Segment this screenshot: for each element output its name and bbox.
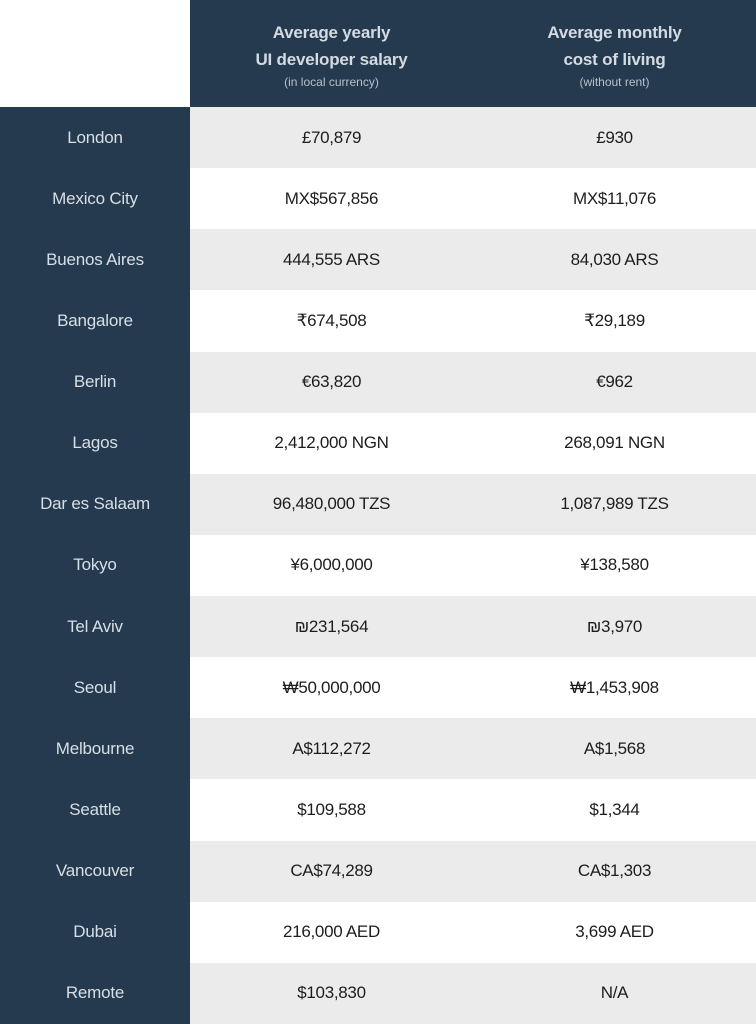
cost-cell: A$1,568	[583, 738, 646, 758]
table-row	[0, 229, 756, 290]
table-row	[0, 168, 756, 229]
table-row	[0, 841, 756, 902]
values	[190, 841, 756, 902]
city-cell: Berlin	[0, 352, 190, 413]
salary-cell: MX$567,856	[284, 188, 379, 208]
table-row	[0, 596, 756, 657]
salary-cell: CA$74,289	[290, 861, 373, 881]
values	[190, 657, 756, 718]
table-row	[0, 290, 756, 351]
city-cell: Seoul	[0, 657, 190, 718]
values	[190, 596, 756, 657]
table-row	[0, 718, 756, 779]
values	[190, 779, 756, 840]
cost-cell: 268,091 NGN	[564, 433, 665, 453]
table-row	[0, 657, 756, 718]
values	[190, 413, 756, 474]
values	[190, 107, 756, 168]
salary-cell: $103,830	[297, 983, 366, 1003]
table-row	[0, 779, 756, 840]
city-cell: Lagos	[0, 413, 190, 474]
salary-cell: ₩50,000,000	[282, 677, 381, 697]
values	[190, 963, 756, 1024]
cost-column-header	[473, 0, 756, 107]
salary-header-line1: Average yearly	[272, 23, 391, 42]
city-cell: Melbourne	[0, 718, 190, 779]
values	[190, 718, 756, 779]
cost-cell: ₹29,189	[584, 310, 645, 330]
city-cell: London	[0, 107, 190, 168]
cost-cell: MX$11,076	[573, 188, 656, 208]
table-row	[0, 535, 756, 596]
salary-cell: 2,412,000 NGN	[274, 433, 389, 453]
values	[190, 352, 756, 413]
values	[190, 290, 756, 351]
table-row	[0, 963, 756, 1024]
city-cell: Dar es Salaam	[0, 474, 190, 535]
city-cell: Tel Aviv	[0, 596, 190, 657]
cost-cell: 84,030 ARS	[570, 249, 659, 269]
table-row	[0, 107, 756, 168]
cost-cell: £930	[596, 127, 633, 147]
table-body	[0, 107, 756, 1024]
cost-cell: 1,087,989 TZS	[560, 494, 669, 514]
city-cell: Vancouver	[0, 841, 190, 902]
city-cell: Bangalore	[0, 290, 190, 351]
cost-header-line2: cost of living	[563, 50, 666, 69]
values	[190, 229, 756, 290]
cost-cell: 3,699 AED	[575, 922, 654, 942]
cost-cell: ₪3,970	[586, 616, 643, 636]
table-row	[0, 413, 756, 474]
cost-cell: €962	[596, 372, 633, 392]
salary-cell: ¥6,000,000	[290, 555, 373, 575]
table-header	[0, 0, 756, 107]
salary-cell: ₹674,508	[296, 310, 367, 330]
salary-cell: 216,000 AED	[283, 922, 380, 942]
values	[190, 535, 756, 596]
salary-header-note: (in local currency)	[284, 75, 379, 89]
salary-cell: £70,879	[301, 127, 362, 147]
header-cells	[190, 0, 756, 107]
salary-cell: 444,555 ARS	[283, 249, 380, 269]
cost-cell: N/A	[600, 983, 629, 1003]
city-cell: Mexico City	[0, 168, 190, 229]
cost-cell: CA$1,303	[577, 861, 652, 881]
salary-cell: 96,480,000 TZS	[272, 494, 391, 514]
values	[190, 168, 756, 229]
salary-cell: €63,820	[301, 372, 362, 392]
cost-header-note: (without rent)	[579, 75, 650, 89]
salary-header-line2: UI developer salary	[255, 50, 408, 69]
salary-cell: A$112,272	[292, 738, 371, 758]
city-cell: Dubai	[0, 902, 190, 963]
salary-cell: ₪231,564	[294, 616, 369, 636]
city-cell: Buenos Aires	[0, 229, 190, 290]
table-row	[0, 902, 756, 963]
city-cell: Tokyo	[0, 535, 190, 596]
header-corner	[0, 0, 190, 107]
table-row	[0, 474, 756, 535]
values	[190, 902, 756, 963]
cost-header-line1: Average monthly	[547, 23, 682, 42]
salary-column-header	[190, 0, 473, 107]
cost-cell: ¥138,580	[580, 555, 649, 575]
table-row	[0, 352, 756, 413]
salary-cell: $109,588	[297, 799, 366, 819]
city-cell: Seattle	[0, 779, 190, 840]
cost-cell: $1,344	[589, 799, 640, 819]
cost-cell: ₩1,453,908	[570, 677, 659, 697]
city-cell: Remote	[0, 963, 190, 1024]
values	[190, 474, 756, 535]
